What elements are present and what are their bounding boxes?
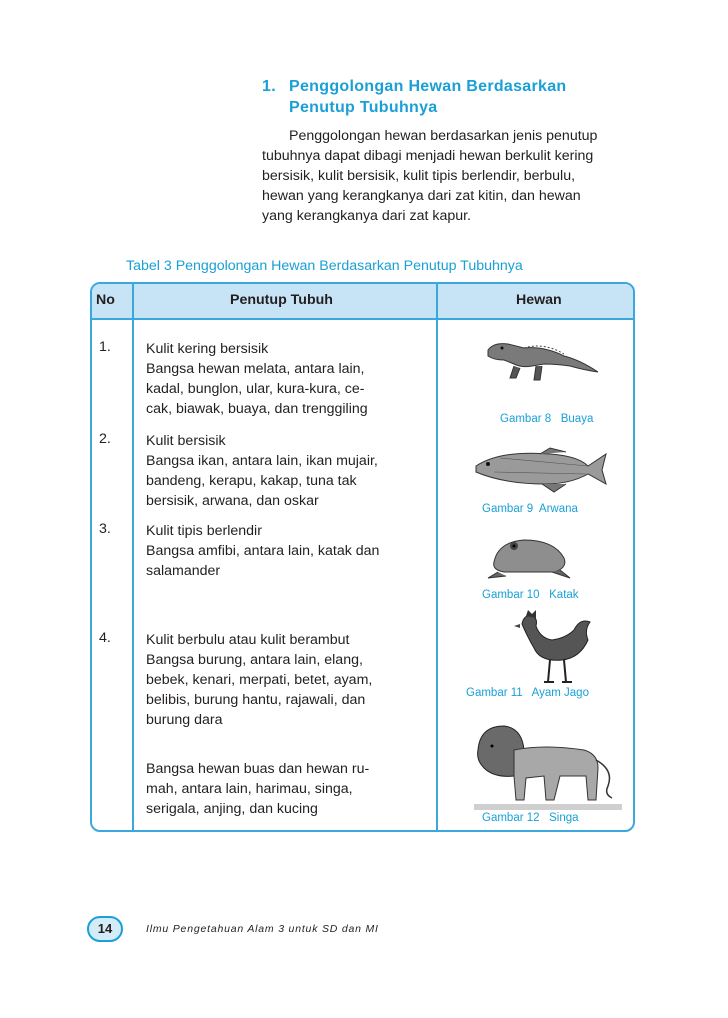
figure-caption bbox=[466, 687, 589, 699]
arowana-image bbox=[470, 444, 610, 494]
section-number: 1. bbox=[262, 78, 276, 95]
table-caption: Tabel 3 Penggolongan Hewan Berdasarkan Penutup Tubuhnya bbox=[126, 258, 523, 274]
figure-label: Gambar 11 bbox=[466, 687, 523, 699]
column-divider bbox=[436, 284, 438, 830]
intro-line: Penggolongan hewan berdasarkan jenis penutup bbox=[289, 128, 598, 144]
row-line: Bangsa amfibi, antara lain, katak dan bbox=[146, 543, 380, 559]
intro-line: yang kerangkanya dari zat kapur. bbox=[262, 208, 472, 224]
row-line: Kulit kering bersisik bbox=[146, 341, 269, 357]
row-line: burung dara bbox=[146, 712, 223, 728]
row-line: Bangsa burung, antara lain, elang, bbox=[146, 652, 363, 668]
intro-line: tubuhnya dapat dibagi menjadi hewan berkulit kering bbox=[262, 148, 594, 164]
row-number: 4. bbox=[99, 630, 111, 646]
header-hewan: Hewan bbox=[516, 292, 562, 308]
figure-label: Gambar 12 bbox=[482, 812, 540, 824]
row-line: Bangsa hewan melata, antara lain, bbox=[146, 361, 365, 377]
rooster-image bbox=[510, 610, 594, 688]
row-line: bersisik, arwana, dan oskar bbox=[146, 493, 319, 509]
book-title: Ilmu Pengetahuan Alam 3 untuk SD dan MI bbox=[146, 923, 379, 935]
header-no: No bbox=[96, 292, 115, 308]
table-row bbox=[146, 630, 432, 730]
row-line: salamander bbox=[146, 563, 221, 579]
intro-line: bersisik, kulit bersisik, kulit tipis berlendir, berbulu, bbox=[262, 168, 576, 184]
figure-name: Buaya bbox=[560, 413, 594, 425]
row-line: bandeng, kerapu, kakap, tuna tak bbox=[146, 473, 357, 489]
crocodile-image bbox=[484, 330, 602, 388]
row-line: serigala, anjing, dan kucing bbox=[146, 801, 318, 817]
intro-paragraph bbox=[262, 126, 640, 226]
header-penutup-tubuh: Penutup Tubuh bbox=[230, 292, 333, 308]
frog-image bbox=[484, 532, 574, 580]
table-row bbox=[146, 759, 432, 819]
section-title-line: Penutup Tubuhnya bbox=[289, 99, 438, 116]
figure-label: Gambar 9 bbox=[482, 503, 534, 515]
row-line: Kulit berbulu atau kulit berambut bbox=[146, 632, 350, 648]
section-title bbox=[289, 76, 649, 118]
figure-name: Katak bbox=[549, 589, 579, 601]
section-title-line: Penggolongan Hewan Berdasarkan bbox=[289, 78, 567, 95]
figure-label: Gambar 10 bbox=[482, 589, 540, 601]
row-line: cak, biawak, buaya, dan trenggiling bbox=[146, 401, 368, 417]
figure-label: Gambar 8 bbox=[500, 413, 552, 425]
row-line: Kulit tipis berlendir bbox=[146, 523, 262, 539]
row-line: Bangsa hewan buas dan hewan ru- bbox=[146, 761, 370, 777]
row-line: Kulit bersisik bbox=[146, 433, 226, 449]
row-number: 2. bbox=[99, 431, 111, 447]
figure-name: Arwana bbox=[538, 503, 578, 515]
row-line: bebek, kenari, merpati, betet, ayam, bbox=[146, 672, 373, 688]
row-number: 1. bbox=[99, 339, 111, 355]
lion-image bbox=[474, 720, 622, 812]
figure-caption bbox=[500, 413, 593, 425]
row-number: 3. bbox=[99, 521, 111, 537]
figure-caption bbox=[482, 589, 579, 601]
row-line: Bangsa ikan, antara lain, ikan mujair, bbox=[146, 453, 378, 469]
table-row bbox=[146, 431, 432, 511]
figure-caption bbox=[482, 503, 578, 515]
page-number-badge: 14 bbox=[87, 916, 123, 942]
row-line: belibis, burung hantu, rajawali, dan bbox=[146, 692, 366, 708]
figure-name: Singa bbox=[549, 812, 579, 824]
intro-line: hewan yang kerangkanya dari zat kitin, dan hewan bbox=[262, 188, 581, 204]
table-row bbox=[146, 339, 432, 419]
column-divider bbox=[132, 284, 134, 830]
figure-name: Ayam Jago bbox=[531, 687, 589, 699]
figure-caption bbox=[482, 812, 579, 824]
table-header bbox=[92, 284, 633, 320]
table-row bbox=[146, 521, 432, 581]
row-line: mah, antara lain, harimau, singa, bbox=[146, 781, 353, 797]
row-line: kadal, bunglon, ular, kura-kura, ce- bbox=[146, 381, 365, 397]
classification-table bbox=[90, 282, 635, 832]
